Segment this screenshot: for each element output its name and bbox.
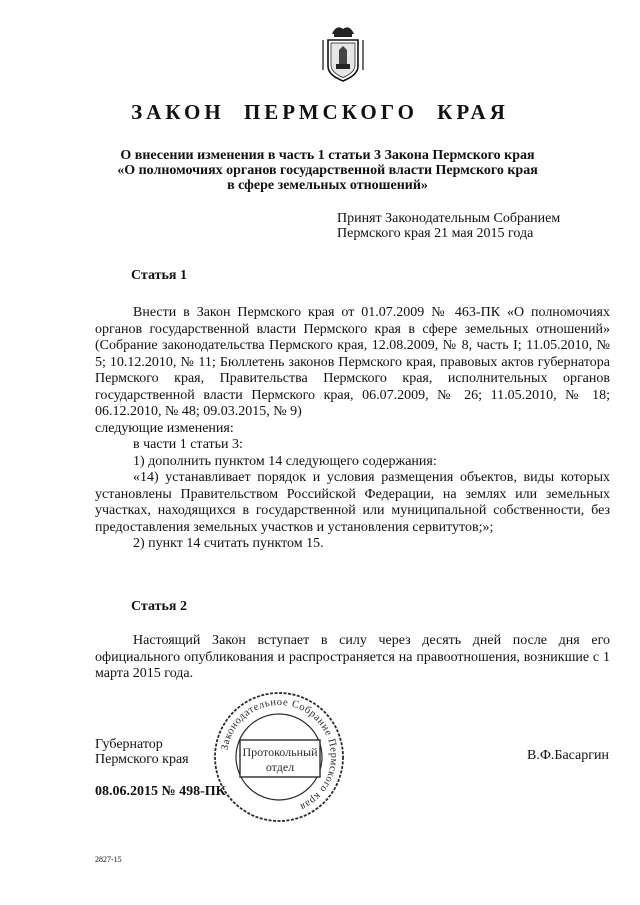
adoption-note [337,211,560,241]
stamp-ring-textpath: Законодательное Собрание Пермского края [219,696,340,813]
stamp-inner-line: Протокольный [242,745,318,759]
law-title: ЗАКОН ПЕРМСКОГО КРАЯ [131,100,509,124]
official-stamp [212,690,346,824]
article-2-heading: Статья 2 [131,599,187,614]
law-subject [100,148,555,193]
article-1-body [95,305,610,553]
subject-line: в сфере земельных отношений» [227,178,428,193]
position-line: Губернатор [95,737,163,752]
stamp-inner-line: отдел [265,760,295,774]
law-date-number: 08.06.2015 № 498-ПК [95,784,226,799]
article-1-quote: «14) устанавливает порядок и условия размещения объектов, виды которых установлены Правительством Российской Федерации, на землях или земельных участках, находящихся в государственной или муниципальной собственности, без предоставления земельных участков и установления сервитутов;»; [95,470,610,535]
article-2-text: Настоящий Закон вступает в силу через десять дней после дня его официального опубликования и распространяется на правоотношения, возникшие с 1 марта 2015 года. [95,633,610,681]
article-1-intro-tail: следующие изменения: [95,420,234,436]
document-code: 2827-15 [95,855,122,864]
position-line: Пермского края [95,752,189,767]
article-2-body [95,633,610,683]
article-1-part: в части 1 статьи 3: [133,437,243,452]
subject-line: «О полномочиях органов государственной власти Пермского края [117,163,538,178]
coat-of-arms-icon [322,20,364,82]
signatory-name: В.Ф.Басаргин [527,748,609,763]
subject-line: О внесении изменения в часть 1 статьи 3 Закона Пермского края [120,148,535,163]
article-1-item-2: 2) пункт 14 считать пунктом 15. [133,536,324,551]
adoption-line: Принят Законодательным Собранием [337,211,561,226]
signatory-position [95,737,189,767]
article-1-heading: Статья 1 [131,268,187,283]
article-1-intro: Внести в Закон Пермского края от 01.07.2009 № 463-ПК «О полномочиях органов государственной власти Пермского края в сфере земельных отношений» (Собрание законодательства Пермского края, 12.08.2009, № 8, часть I; 11.05.2010, № 5; 10.12.2010, № 11; Бюллетень законов Пермского края, правовых актов губернатора Пермского края, Правительства Пермского края, исполнительных органов государственной власти Пермского края, 06.07.2009, № 26; 11.05.2010, № 18; 06.12.2010, № 48; 09.03.2015, № 9) [95,305,610,419]
article-1-item-1: 1) дополнить пунктом 14 следующего содержания: [133,453,437,469]
adoption-line: Пермского края 21 мая 2015 года [337,226,534,241]
